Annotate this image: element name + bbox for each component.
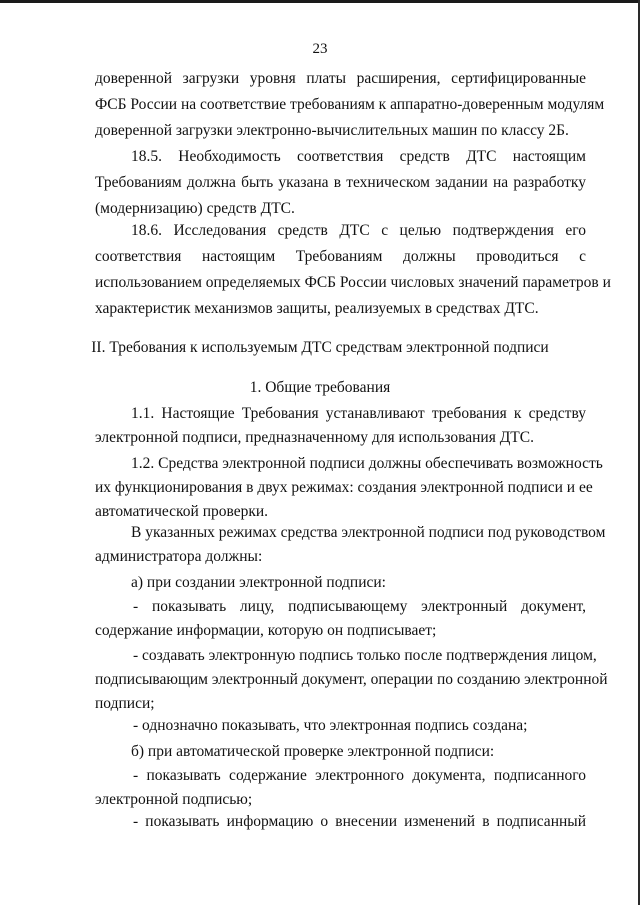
text-line: подписи; — [95, 695, 155, 712]
text-line: их функционирования в двух режимах: создания электронной подписи и ее — [95, 479, 593, 496]
text-line: доверенной загрузки уровня платы расширения, сертифицированные — [95, 70, 586, 87]
text-line: (модернизацию) средств ДТС. — [95, 200, 295, 217]
section-heading: II. Требования к используемым ДТС средствам электронной подписи — [91, 339, 549, 356]
scan-border-top — [0, 0, 640, 3]
text-line: характеристик механизмов защиты, реализуемых в средствах ДТС. — [95, 300, 539, 317]
text-line: Требованиям должна быть указана в техническом задании на разработку — [95, 174, 586, 191]
paragraph-18-5-start: 18.5. Необходимость соответствия средств ДТС настоящим — [131, 148, 586, 165]
paragraph-1-1-start: 1.1. Настоящие Требования устанавливают требования к средству — [131, 405, 586, 422]
list-item-b: б) при автоматической проверке электронной подписи: — [131, 743, 495, 760]
text-line: доверенной загрузки электронно-вычислительных машин по классу 2Б. — [95, 122, 569, 139]
text-line: электронной подписи, предназначенному для использования ДТС. — [95, 429, 534, 446]
text-line: содержание информации, которую он подписывает; — [95, 622, 437, 639]
list-subitem: - показывать содержание электронного документа, подписанного — [133, 767, 586, 784]
text-line: соответствия настоящим Требованиям должны проводиться с — [95, 248, 586, 265]
text-line: подписывающим электронный документ, операции по созданию электронной — [95, 671, 608, 688]
list-subitem: - создавать электронную подпись только после подтверждения лицом, — [133, 647, 597, 664]
text-line: администратора должны: — [95, 548, 263, 565]
text-line: использованием определяемых ФСБ России числовых значений параметров и — [95, 274, 611, 291]
page-number: 23 — [312, 41, 328, 57]
paragraph-1-2-start: 1.2. Средства электронной подписи должны обеспечивать возможность — [131, 455, 603, 472]
list-item-a: а) при создании электронной подписи: — [131, 574, 386, 591]
paragraph-modes-start: В указанных режимах средства электронной подписи под руководством — [131, 524, 606, 541]
list-subitem: - показывать лицу, подписывающему электронный документ, — [133, 598, 586, 615]
text-line: автоматической проверки. — [95, 503, 269, 520]
paragraph-18-6-start: 18.6. Исследования средств ДТС с целью подтверждения его — [131, 222, 586, 239]
text-line: ФСБ России на соответствие требованиям к аппаратно-доверенным модулям — [95, 96, 605, 113]
list-subitem: - показывать информацию о внесении изменений в подписанный — [133, 813, 586, 830]
text-line: электронной подписью; — [95, 791, 253, 808]
list-subitem: - однозначно показывать, что электронная подпись создана; — [133, 717, 528, 734]
subsection-heading: 1. Общие требования — [249, 379, 391, 396]
